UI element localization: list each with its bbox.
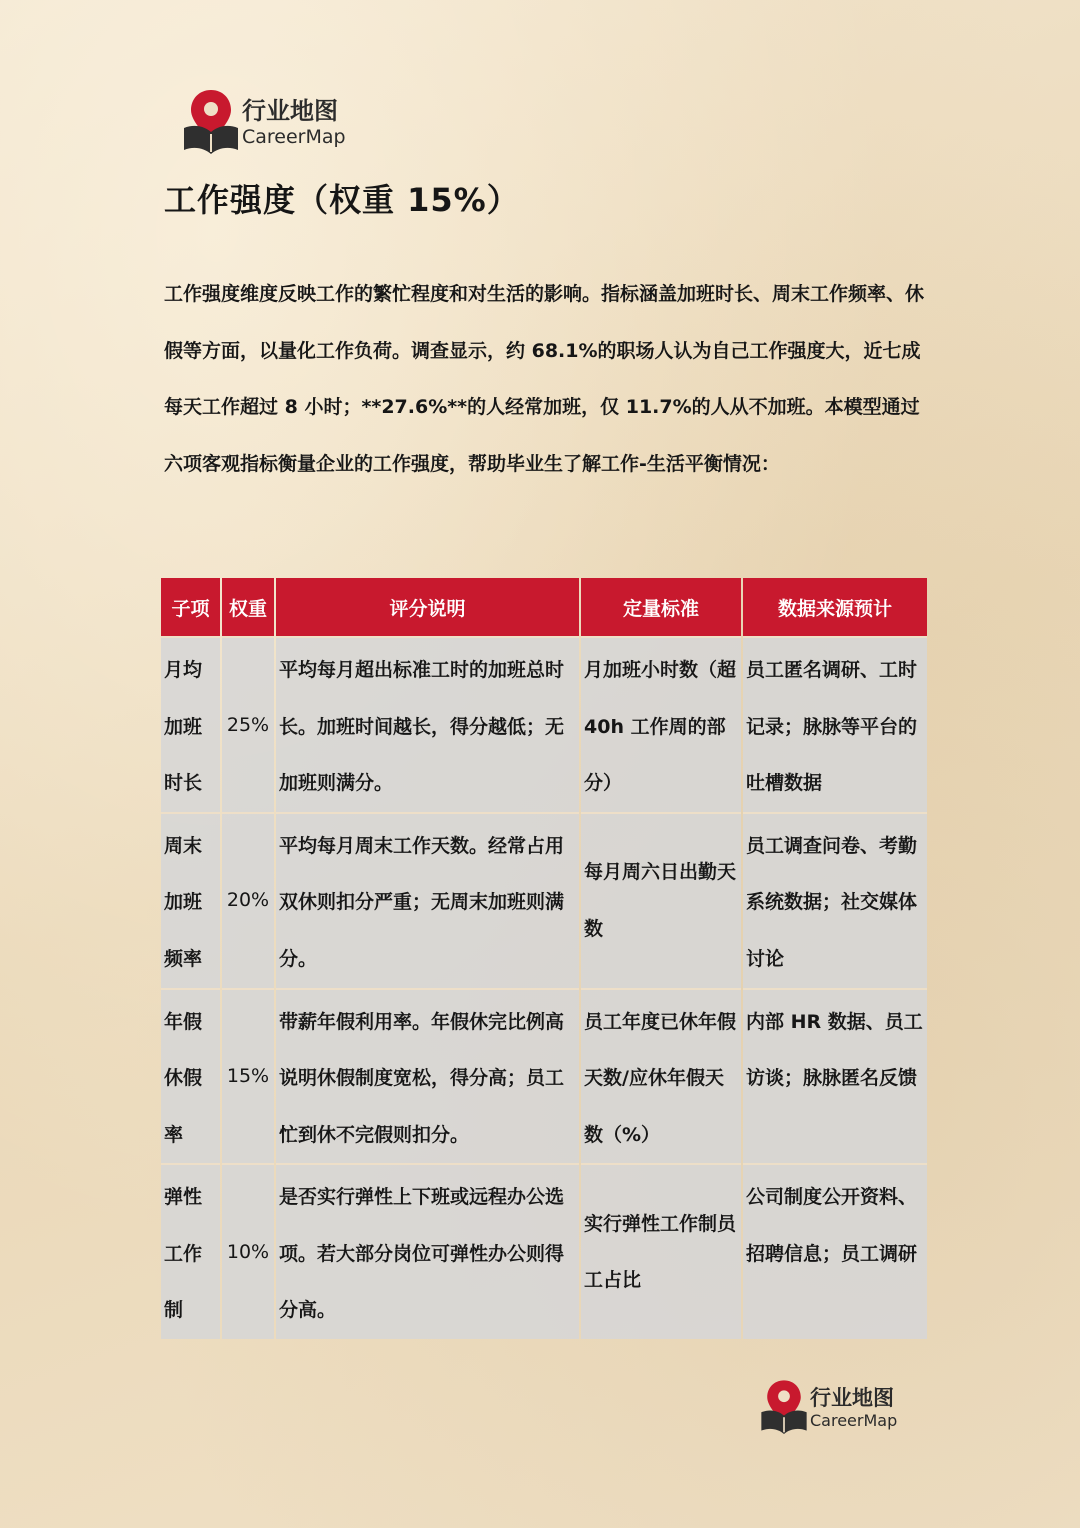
- table-row: [161, 636, 927, 812]
- intro-paragraph: 工作强度维度反映工作的繁忙程度和对生活的影响。指标涵盖加班时长、周末工作频率、休假等方面，以量化工作负荷。调查显示，约 68.1%的职场人认为自己工作强度大，近七成每天工作超过 8 小时；**27.6%**的人经常加班，仅 11.7%的人从不加班。本模型通过六项客观指标衡量企业的工作强度，帮助毕业生了解工作-生活平衡情况：: [164, 283, 925, 475]
- cell-source: 公司制度公开资料、招聘信息；员工调研: [743, 1163, 927, 1339]
- footer-logo: [758, 1378, 897, 1438]
- brand-name-en: CareerMap: [242, 125, 346, 148]
- cell-weight: 15%: [222, 988, 274, 1164]
- column-header-description: 评分说明: [276, 578, 579, 636]
- cell-standard: 每月周六日出勤天数: [581, 812, 741, 988]
- cell-source: 员工匿名调研、工时记录；脉脉等平台的吐槽数据: [743, 636, 927, 812]
- metrics-table: [159, 578, 929, 1339]
- cell-description: 是否实行弹性上下班或远程办公选项。若大部分岗位可弹性办公则得分高。: [276, 1163, 579, 1339]
- column-header-item: 子项: [161, 578, 220, 636]
- map-pin-book-icon: [180, 88, 242, 158]
- column-header-weight: 权重: [222, 578, 274, 636]
- page-title: 工作强度（权重 15%）: [164, 181, 520, 219]
- column-header-source: 数据来源预计: [743, 578, 927, 636]
- cell-item-name: 月均加班时长: [161, 636, 220, 812]
- table-row: [161, 988, 927, 1164]
- cell-item-name: 年假休假率: [161, 988, 220, 1164]
- table-row: [161, 1163, 927, 1339]
- brand-name-en: CareerMap: [810, 1410, 898, 1430]
- brand-name-cn: 行业地图: [242, 97, 338, 126]
- cell-item-name: 周末加班频率: [161, 812, 220, 988]
- column-header-standard: 定量标准: [581, 578, 741, 636]
- brand-name-cn: 行业地图: [810, 1385, 894, 1410]
- table-row: [161, 812, 927, 988]
- cell-description: 平均每月周末工作天数。经常占用双休则扣分严重；无周末加班则满分。: [276, 812, 579, 988]
- cell-description: 平均每月超出标准工时的加班总时长。加班时间越长，得分越低；无加班则满分。: [276, 636, 579, 812]
- map-pin-book-icon: [758, 1378, 810, 1438]
- cell-standard: 实行弹性工作制员工占比: [581, 1163, 741, 1339]
- cell-weight: 10%: [222, 1163, 274, 1339]
- cell-description: 带薪年假利用率。年假休完比例高说明休假制度宽松，得分高；员工忙到休不完假则扣分。: [276, 988, 579, 1164]
- cell-weight: 20%: [222, 812, 274, 988]
- cell-source: 员工调查问卷、考勤系统数据；社交媒体讨论: [743, 812, 927, 988]
- cell-standard: 员工年度已休年假天数/应休年假天数（%）: [581, 988, 741, 1164]
- logo: [180, 88, 346, 158]
- table-header-row: [161, 578, 927, 636]
- cell-item-name: 弹性工作制: [161, 1163, 220, 1339]
- cell-weight: 25%: [222, 636, 274, 812]
- cell-source: 内部 HR 数据、员工访谈；脉脉匿名反馈: [743, 988, 927, 1164]
- cell-standard: 月加班小时数（超 40h 工作周的部分）: [581, 636, 741, 812]
